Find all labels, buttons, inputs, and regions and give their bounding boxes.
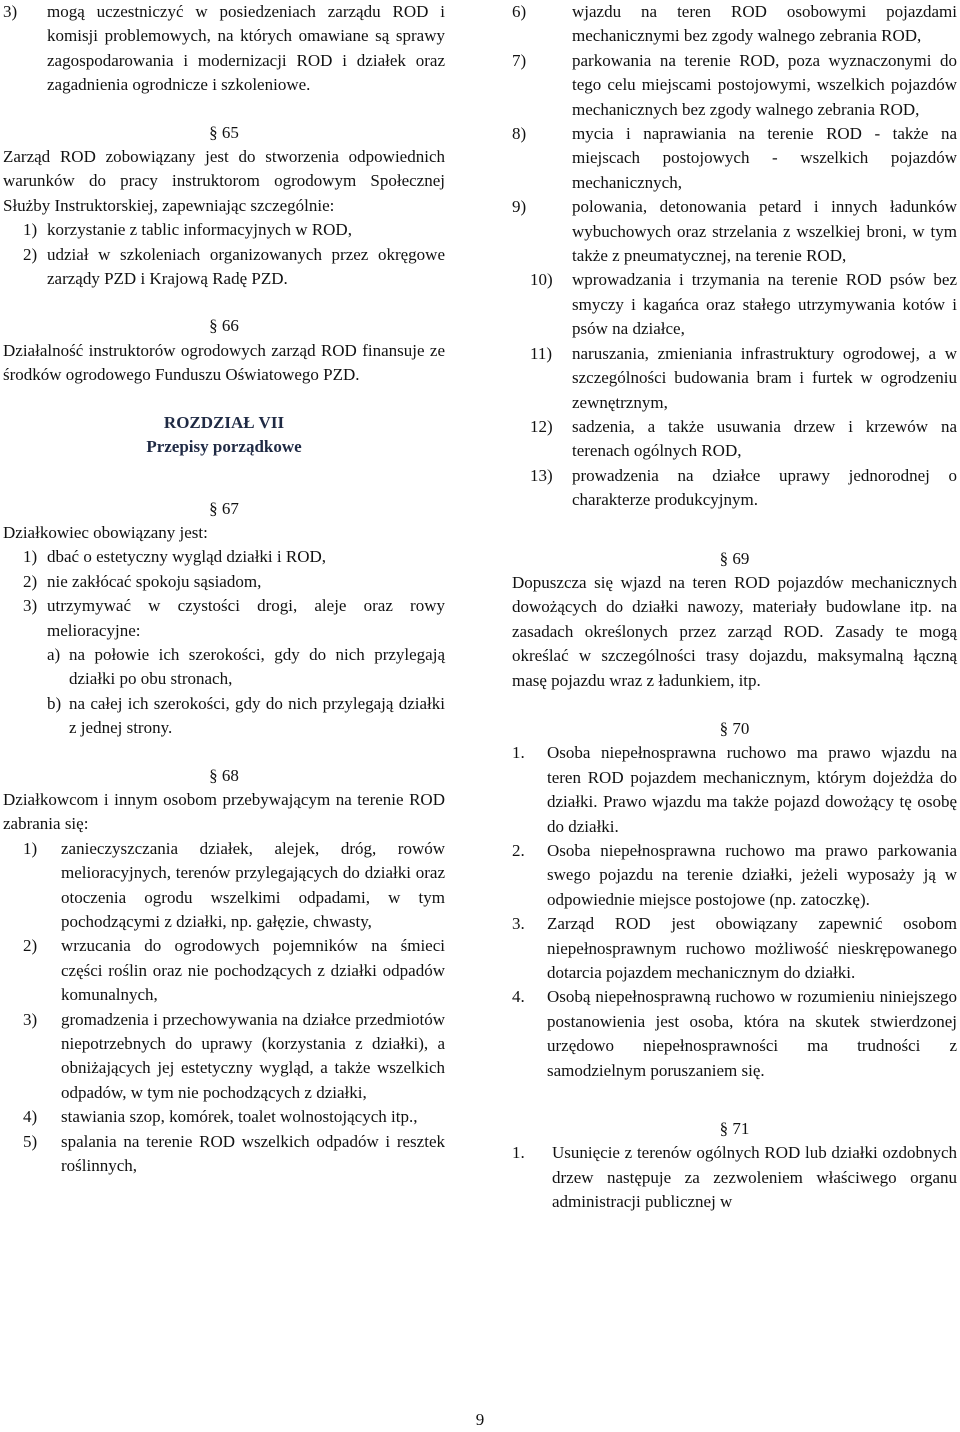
list-item-text: gromadzenia i przechowywania na działce przedmiotów niepotrzebnych do uprawy (korzystania z działki), a obniżających jej estetyczny wygląd, a także wszelkich odpadów, w tym nie pochodzących z działki, (61, 1009, 445, 1102)
section-69-title: § 69 (719, 548, 750, 568)
list-item (3, 218, 445, 242)
list-item-text: na całej ich szerokości, gdy do nich przylegają działki z jednej strony. (69, 693, 445, 738)
list-marker: 1) (23, 547, 38, 567)
list-item-text: udział w szkoleniach organizowanych przez okręgowe zarządy PZD i Krajową Radę PZD. (47, 244, 445, 289)
list-item-text: dbać o estetyczny wygląd działki i ROD, (47, 547, 327, 567)
list-item-text: nie zakłócać spokoju sąsiadom, (47, 571, 262, 591)
list-item-text: mogą uczestniczyć w posiedzeniach zarządu ROD i komisji problemowych, na których omawiane są sprawy zagospodarowania i modernizacji ROD i działek oraz zagadnienia ogrodnicze i szkoleniowe. (47, 2, 445, 95)
list-marker: 9) (512, 197, 527, 217)
list-item (3, 837, 445, 935)
list-item (512, 839, 957, 912)
list-marker: 12) (530, 416, 553, 436)
list-marker: 7) (512, 50, 527, 70)
list-marker: a) (47, 644, 61, 664)
list-item (512, 741, 957, 839)
section-70-title: § 70 (719, 718, 750, 738)
chapter-title: ROZDZIAŁ VII (163, 412, 285, 432)
list-item-text: na połowie ich szerokości, gdy do nich przylegają działki po obu stronach, (69, 644, 445, 689)
section-66-text: Działalność instruktorów ogrodowych zarząd ROD finansuje ze środków ogrodowego Funduszu Oświatowego PZD. (3, 340, 445, 385)
list-marker: 11) (530, 343, 553, 363)
list-item (3, 934, 445, 1007)
list-item (3, 0, 445, 98)
list-item-text: spalania na terenie ROD wszelkich odpadów i resztek roślinnych, (61, 1131, 445, 1176)
list-marker: 8) (512, 124, 527, 144)
list-item (512, 122, 957, 195)
section-68-title: § 68 (209, 765, 239, 785)
list-item-text: mycia i naprawiania na terenie ROD - także na miejscach postojowych - wszelkich pojazdów mechanicznych, (572, 124, 957, 192)
list-item (512, 1141, 957, 1214)
list-item (512, 342, 957, 415)
list-marker: 2) (23, 244, 38, 264)
list-item-text: wrzucania do ogrodowych pojemników na śmieci części roślin oraz nie pochodzących z działki odpadów komunalnych, (61, 936, 445, 1005)
list-marker: 1. (512, 1143, 525, 1163)
list-item-text: prowadzenia na działce uprawy jednorodnej o charakterze produkcyjnym. (572, 465, 957, 510)
section-66-title: § 66 (209, 316, 239, 336)
list-item-text: wjazdu na teren ROD osobowymi pojazdami mechanicznymi bez zgody walnego zebrania ROD, (572, 2, 957, 46)
list-item (512, 0, 957, 49)
list-item (3, 1105, 445, 1129)
list-item (3, 570, 445, 594)
list-item-text: Zarząd ROD jest obowiązany zapewnić osobom niepełnosprawnym ruchowo możliwość nieskrępowanego dotarcia pojazdem mechanicznym do działki. (547, 914, 957, 983)
sub-list-item (3, 643, 445, 692)
list-marker: 5) (23, 1131, 38, 1151)
section-67-title: § 67 (209, 498, 239, 518)
list-item-text: Osoba niepełnosprawna ruchowo ma prawo parkowania swego pojazdu na terenie działki, jeżeli wyposaży ją w odpowiednie miejsce postojowe (np. zatoczkę). (547, 841, 957, 909)
sub-list-item (3, 692, 445, 741)
list-marker: 4) (23, 1107, 38, 1127)
list-item (512, 985, 957, 1083)
list-marker: 1) (23, 220, 38, 240)
list-item (512, 268, 957, 341)
list-marker: 2) (23, 936, 38, 956)
chapter-subtitle: Przepisy porządkowe (146, 437, 302, 457)
list-marker: 10) (530, 270, 553, 290)
list-item-text: korzystanie z tablic informacyjnych w ROD, (47, 220, 352, 240)
list-item (512, 195, 957, 268)
list-marker: 3) (23, 596, 38, 616)
list-item (512, 912, 957, 985)
list-marker: 1) (23, 838, 38, 858)
section-67-intro: Działkowiec obowiązany jest: (3, 522, 208, 542)
left-column (3, 0, 445, 1178)
list-item-text: sadzenia, a także usuwania drzew i krzewów na terenach ogólnych ROD, (572, 416, 957, 461)
list-marker: 6) (512, 2, 527, 21)
list-item-text: Usunięcie z terenów ogólnych ROD lub działki ozdobnych drzew następuje za zezwoleniem właściwego organu administracji publicznej w (552, 1143, 957, 1212)
section-68-intro: Działkowcom i innym osobom przebywającym na terenie ROD zabrania się: (3, 789, 445, 834)
section-65-intro: Zarząd ROD zobowiązany jest do stworzenia odpowiednich warunków do pracy instruktorom ogrodowym Społecznej Służby Instruktorskiej, zapewniając szczególnie: (3, 147, 445, 215)
list-item-text: wprowadzania i trzymania na terenie ROD psów bez smyczy i kagańca oraz stałego utrzymywania kotów i psów na działce, (572, 270, 957, 339)
list-item (3, 1130, 445, 1179)
list-item (3, 545, 445, 569)
list-item-text: Osoba niepełnosprawna ruchowo ma prawo wjazdu na teren ROD pojazdem mechanicznym, którym dojeżdża do działki. Prawo wjazdu ma także pojazd dowożący tę osobę do działki. (547, 743, 957, 836)
list-marker: b) (47, 693, 62, 713)
right-column (512, 0, 957, 1215)
list-marker: 4. (512, 987, 525, 1007)
section-69-text: Dopuszcza się wjazd na teren ROD pojazdów mechanicznych dowożących do działki nawozy, materiały budowlane itp. na zasadach określonych przez zarząd ROD. Zasady te mogą określać w szczególności trasy dojazdu, maksymalną łączną masę pojazdu wraz z ładunkiem, itp. (512, 572, 957, 690)
list-item (512, 464, 957, 513)
list-marker: 2. (512, 841, 525, 860)
list-item-text: Osobą niepełnosprawną ruchowo w rozumieniu niniejszego postanowienia jest osoba, która na skutek stwierdzonej urzędowo niepełnosprawności ma trudności z samodzielnym poruszaniem się. (547, 987, 957, 1080)
list-marker: 1. (512, 743, 525, 763)
list-item-text: naruszania, zmieniania infrastruktury ogrodowej, a w szczególności budowania bram i furtek w ogrodzeniu zewnętrznym, (572, 343, 957, 412)
list-item (512, 49, 957, 122)
section-65-title: § 65 (209, 122, 239, 142)
list-item (512, 415, 957, 464)
list-marker: 3) (3, 2, 18, 21)
page-number: 9 (475, 1410, 485, 1429)
list-item-text: parkowania na terenie ROD, poza wyznaczonymi do tego celu miejscami postojowymi, wszelkich pojazdów mechanicznych bez zgody walnego zebrania ROD, (572, 50, 957, 119)
list-marker: 13) (530, 465, 553, 485)
list-item (3, 243, 445, 292)
list-marker: 2) (23, 571, 38, 591)
list-item (3, 1008, 445, 1106)
section-71-title: § 71 (719, 1119, 750, 1139)
list-marker: 3. (512, 914, 525, 934)
list-item (3, 594, 445, 643)
list-item-text: utrzymywać w czystości drogi, aleje oraz rowy melioracyjne: (47, 596, 445, 640)
list-marker: 3) (23, 1009, 38, 1029)
list-item-text: stawiania szop, komórek, toalet wolnostojących itp., (61, 1107, 418, 1127)
list-item-text: zanieczyszczania działek, alejek, dróg, rowów melioracyjnych, terenów przylegających do działki oraz otoczenia ogrodu wszelkimi odpadami, w tym pochodzącymi z działki, np. gałęzie, chwasty, (61, 838, 445, 931)
list-item-text: polowania, detonowania petard i innych ładunków wybuchowych oraz strzelania z wszelkiej broni, w tym także z pneumatycznej, na terenie ROD, (572, 197, 957, 266)
